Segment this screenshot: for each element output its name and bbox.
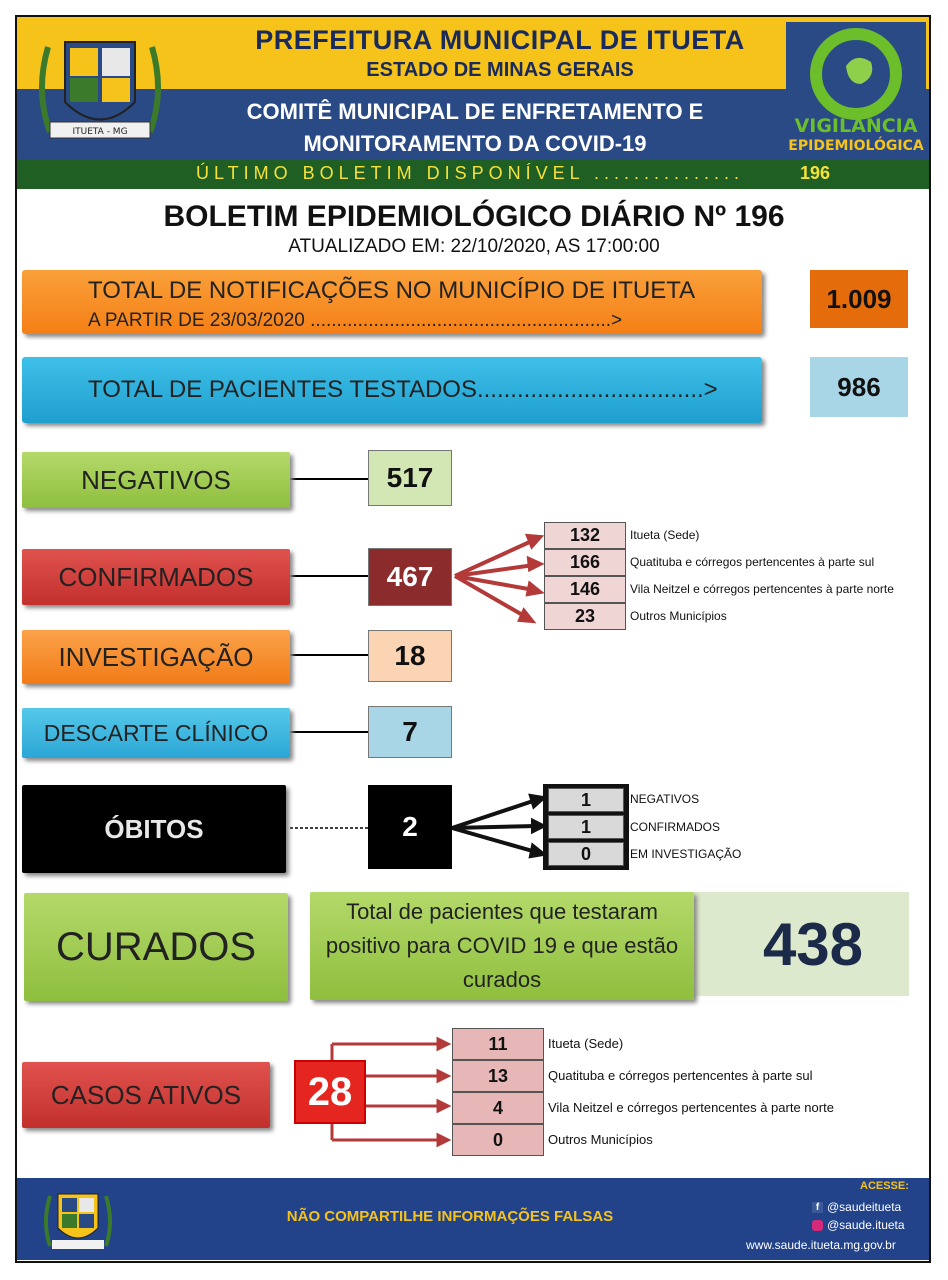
header-city-hall: PREFEITURA MUNICIPAL DE ITUETA <box>255 25 745 55</box>
confirmados-outros-label: Outros Municípios <box>630 609 727 623</box>
curados-value: 438 <box>762 911 864 978</box>
vigilancia-logo-line1: VIGILÂNCIA <box>794 115 918 137</box>
confirmados-value: 467 <box>368 548 452 606</box>
notifications-value: 1.009 <box>810 270 908 328</box>
investigacao-value: 18 <box>368 630 452 682</box>
footer-website[interactable]: www.saude.itueta.mg.gov.br <box>746 1238 896 1252</box>
descarte-value: 7 <box>368 706 452 758</box>
confirmados-outros-value: 23 <box>544 603 626 630</box>
ativos-sede-value: 11 <box>452 1028 544 1060</box>
ativos-sul-value: 13 <box>452 1060 544 1092</box>
last-bulletin-number: 196 <box>800 163 831 183</box>
ativos-sede-label: Itueta (Sede) <box>548 1036 624 1051</box>
confirmados-sede-value: 132 <box>544 522 626 549</box>
footer-access-label: ACESSE: <box>860 1180 909 1192</box>
curados-description: Total de pacientes que testaram positivo para COVID 19 e que estão curados <box>310 892 694 1000</box>
confirmados-sul-value: 166 <box>544 549 626 576</box>
notifications-label-line1: TOTAL DE NOTIFICAÇÕES NO MUNICÍPIO DE ITUETA <box>88 277 696 304</box>
ativos-outros-value: 0 <box>452 1124 544 1156</box>
obitos-negativos-label: NEGATIVOS <box>630 792 700 806</box>
ativos-sul-label: Quatituba e córregos pertencentes à parte sul <box>548 1068 813 1083</box>
confirmados-sul-label: Quatituba e córregos pertencentes à parte sul <box>630 555 875 569</box>
descarte-label: DESCARTE CLÍNICO <box>22 708 290 758</box>
negativos-label: NEGATIVOS <box>22 452 290 508</box>
last-bulletin-label: ÚLTIMO BOLETIM DISPONÍVEL ............... <box>195 163 745 183</box>
bulletin-updated: ATUALIZADO EM: 22/10/2020, AS 17:00:00 <box>288 236 660 257</box>
tested-value: 986 <box>810 357 908 417</box>
negativos-value: 517 <box>368 450 452 506</box>
obitos-confirmados-value: 1 <box>548 815 624 839</box>
investigacao-label: INVESTIGAÇÃO <box>22 630 290 684</box>
vigilancia-logo-line2: EPIDEMIOLÓGICA <box>788 138 924 154</box>
tested-label: TOTAL DE PACIENTES TESTADOS..................................> <box>88 376 718 403</box>
header-committee-line2: MONITORAMENTO DA COVID-19 <box>303 131 647 156</box>
obitos-label: ÓBITOS <box>22 785 286 873</box>
footer-instagram[interactable] <box>812 1218 905 1232</box>
obitos-investigacao-label: EM INVESTIGAÇÃO <box>630 847 742 861</box>
confirmados-norte-label: Vila Neitzel e córregos pertencentes à parte norte <box>630 582 894 596</box>
casos-ativos-value: 28 <box>294 1060 366 1124</box>
header-committee-line1: COMITÊ MUNICIPAL DE ENFRETAMENTO E <box>246 99 704 124</box>
obitos-confirmados-label: CONFIRMADOS <box>630 820 720 834</box>
confirmados-norte-value: 146 <box>544 576 626 603</box>
casos-ativos-label: CASOS ATIVOS <box>22 1062 270 1128</box>
obitos-arrows <box>452 796 543 856</box>
footer-facebook[interactable] <box>812 1200 901 1214</box>
footer-warning: NÃO COMPARTILHE INFORMAÇÕES FALSAS <box>286 1208 614 1225</box>
instagram-icon <box>812 1220 823 1231</box>
confirmados-label: CONFIRMADOS <box>22 549 290 605</box>
ativos-norte-label: Vila Neitzel e córregos pertencentes à parte norte <box>548 1100 834 1115</box>
coat-of-arms-text: ITUETA - MG <box>72 127 128 137</box>
notifications-label-line2: A PARTIR DE 23/03/2020 .........................................................> <box>88 310 623 331</box>
footer-coat-of-arms-icon <box>40 1184 116 1254</box>
ativos-norte-value: 4 <box>452 1092 544 1124</box>
header-state: ESTADO DE MINAS GERAIS <box>366 59 634 81</box>
ativos-outros-label: Outros Municípios <box>548 1132 653 1147</box>
confirmados-arrows <box>455 536 540 621</box>
instagram-handle: @saude.itueta <box>827 1218 905 1232</box>
confirmados-sede-label: Itueta (Sede) <box>630 528 700 542</box>
curados-label: CURADOS <box>24 893 288 1001</box>
obitos-negativos-value: 1 <box>548 788 624 812</box>
facebook-icon: f <box>812 1202 823 1213</box>
obitos-value: 2 <box>368 785 452 869</box>
obitos-investigacao-value: 0 <box>548 842 624 866</box>
facebook-handle: @saudeitueta <box>827 1200 902 1214</box>
bulletin-title: BOLETIM EPIDEMIOLÓGICO DIÁRIO Nº 196 <box>163 200 785 233</box>
